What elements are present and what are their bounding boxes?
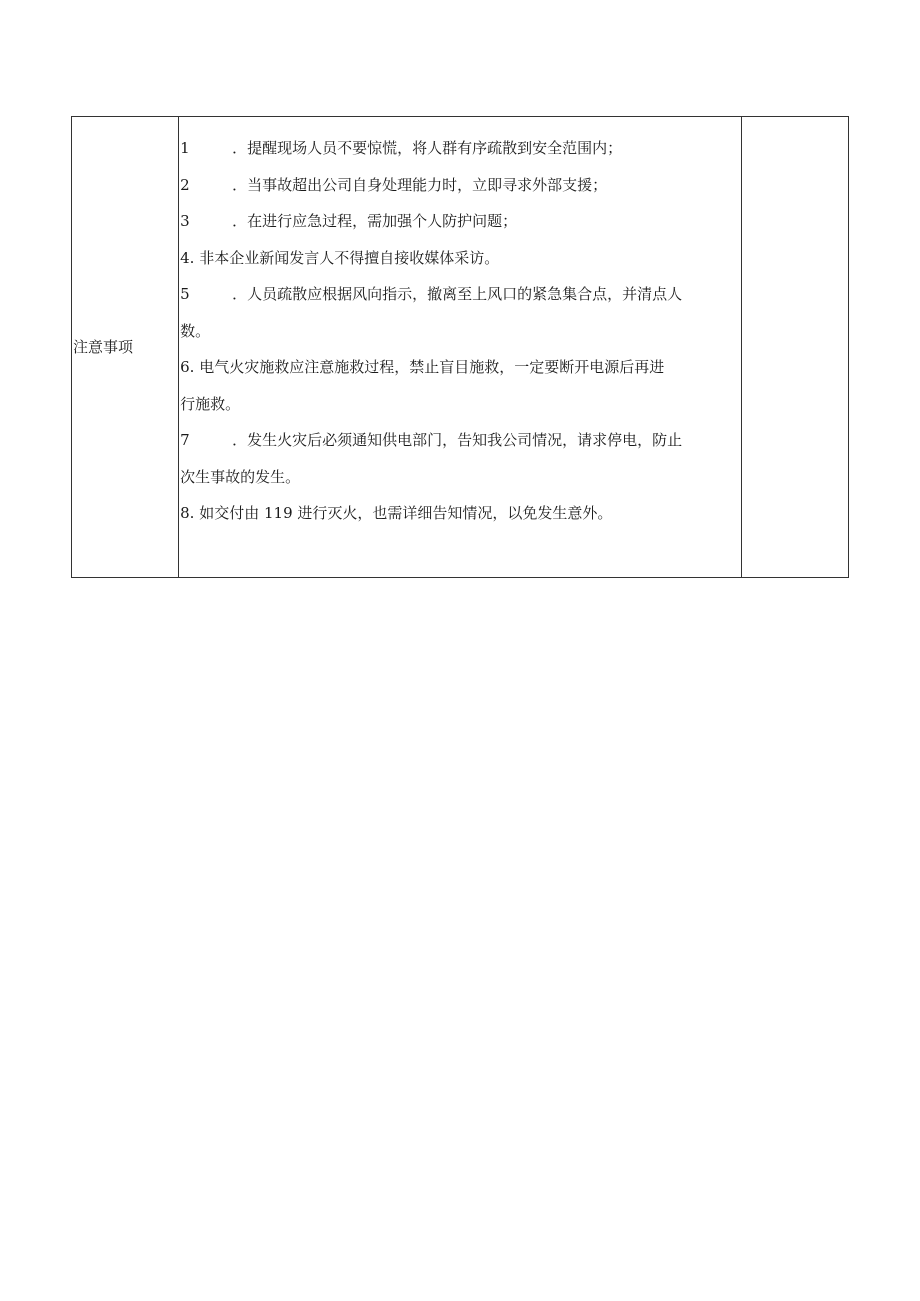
item-number: 2 xyxy=(180,175,190,194)
item-text: 次生事故的发生。 xyxy=(180,467,301,486)
item-number: 8 xyxy=(180,504,190,522)
list-item xyxy=(180,130,737,167)
list-item xyxy=(180,276,737,313)
item-text: ．发生火灾后必须通知供电部门，告知我公司情况，请求停电，防止 xyxy=(232,431,683,449)
list-item xyxy=(180,167,737,204)
item-text: . 如交付由 119 进行灭火，也需详细告知情况，以免发生意外。 xyxy=(189,504,613,522)
item-text: ．人员疏散应根据风向指示，撤离至上风口的紧急集合点，并清点人 xyxy=(232,285,683,303)
item-text: . 非本企业新闻发言人不得擅自接收媒体采访。 xyxy=(189,248,500,267)
row-label: 注意事项 xyxy=(73,338,134,356)
table-row xyxy=(72,117,849,578)
list-item xyxy=(180,386,737,423)
item-text: 行施救。 xyxy=(180,394,241,413)
list-item xyxy=(180,349,737,386)
item-number: 1 xyxy=(180,139,190,157)
list-item xyxy=(180,495,737,532)
label-cell xyxy=(72,117,179,578)
item-text: ．当事故超出公司自身处理能力时，立即寻求外部支援； xyxy=(232,175,608,194)
item-number: 4 xyxy=(180,248,190,267)
list-item xyxy=(180,240,737,277)
list-item xyxy=(180,459,737,496)
content-cell xyxy=(179,117,742,578)
empty-cell xyxy=(741,117,848,578)
item-number: 7 xyxy=(180,431,190,449)
item-number: 6 xyxy=(180,358,190,376)
list-item xyxy=(180,422,737,459)
list-item xyxy=(180,313,737,350)
item-text: ．提醒现场人员不要惊慌，将人群有序疏散到安全范围内； xyxy=(232,139,623,157)
item-number: 5 xyxy=(180,285,190,303)
item-text: ．在进行应急过程，需加强个人防护问题； xyxy=(232,212,518,230)
item-number: 3 xyxy=(180,212,190,230)
precautions-list xyxy=(180,130,737,532)
list-item xyxy=(180,203,737,240)
item-text: 数。 xyxy=(180,321,211,340)
precautions-table xyxy=(71,116,849,578)
item-text: . 电气火灾施救应注意施救过程，禁止盲目施救，一定要断开电源后再进 xyxy=(189,358,665,376)
